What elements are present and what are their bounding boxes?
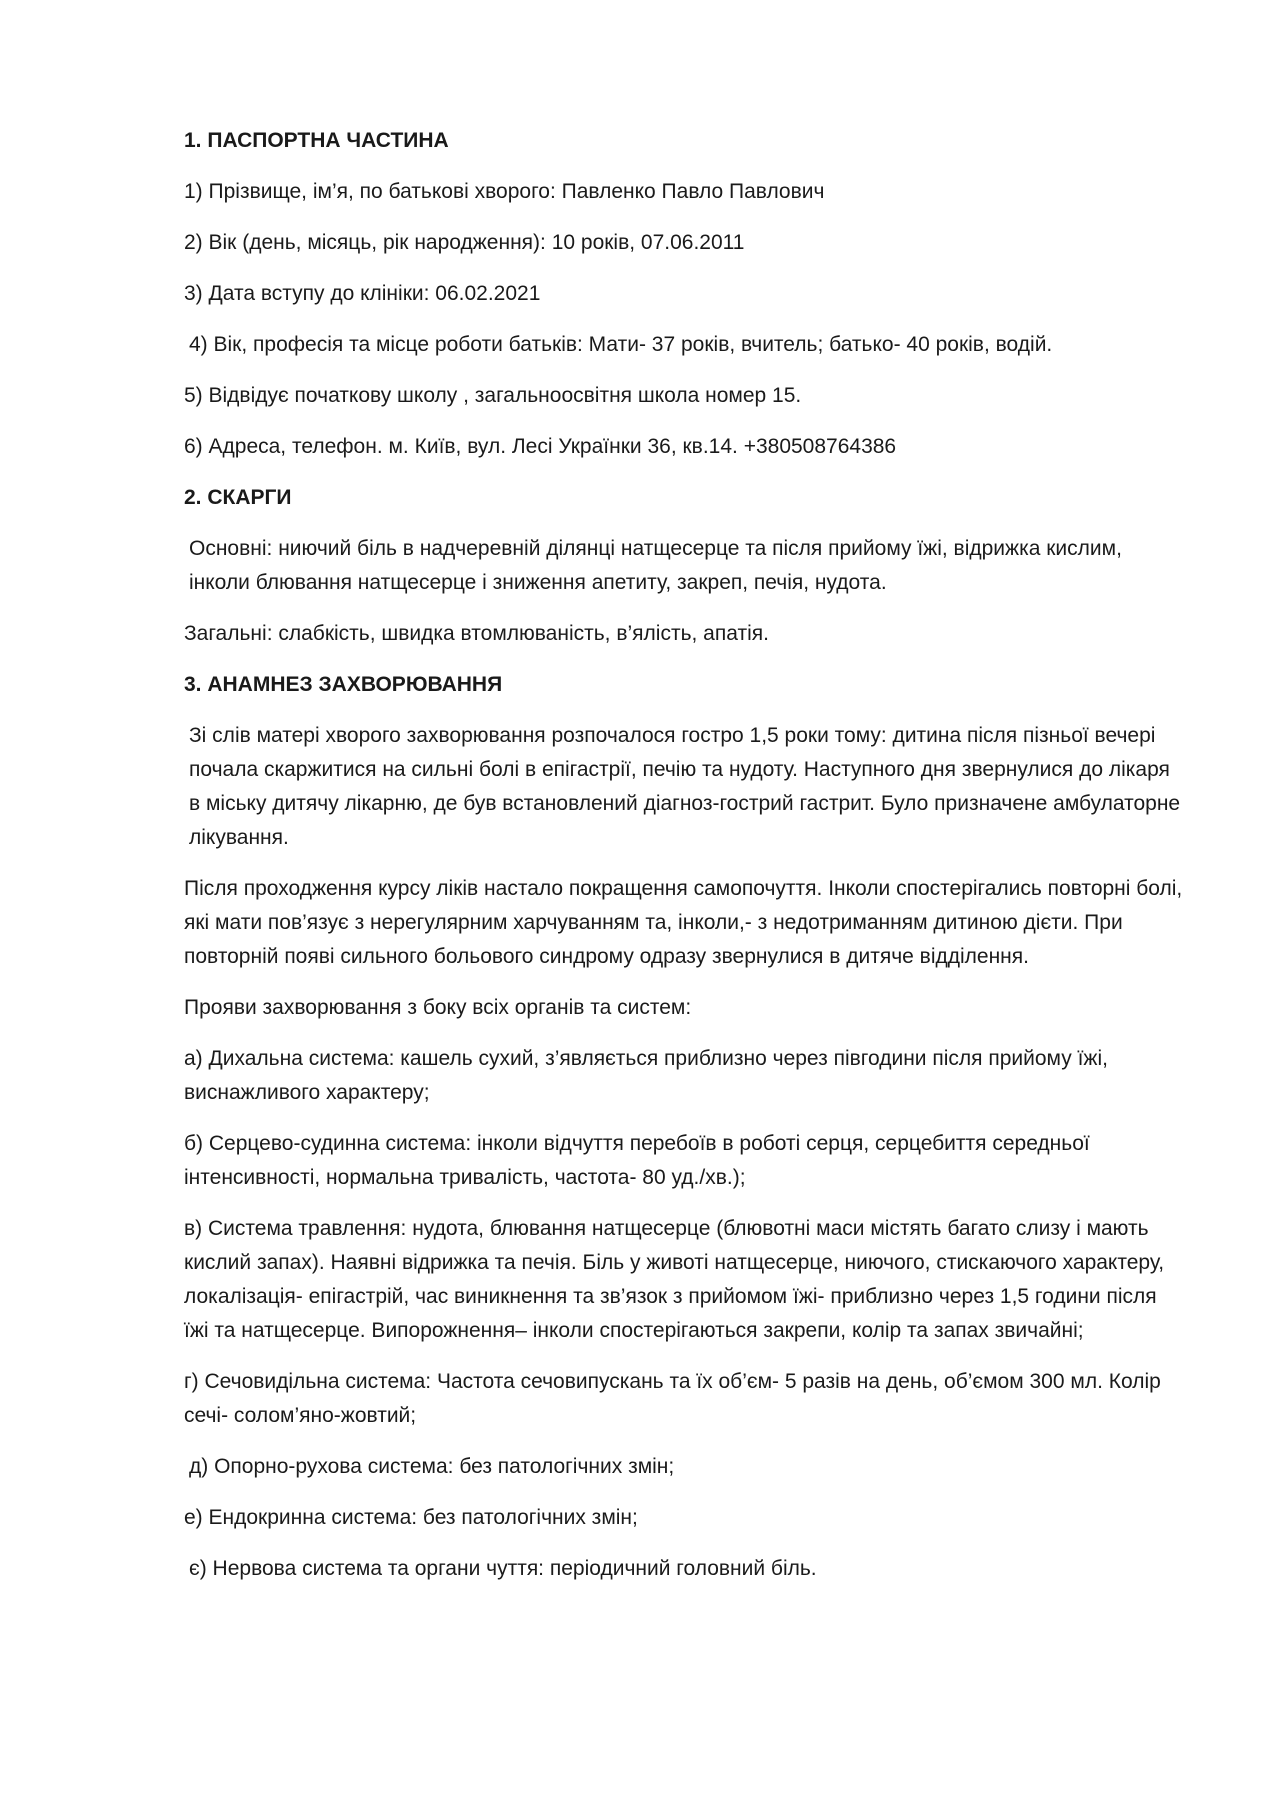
anamnesis-paragraph-2: Після проходження курсу ліків настало покращення самопочуття. Інколи спостерігались повторні болі, які мати пов’язує з нерегулярним харчуванням та, інколи,- з недотриманням дитиною дієти. При повторній появі сильного больового синдрому одразу звернулися в дитяче відділення. — [184, 877, 1183, 968]
section-heading-complaints: 2. СКАРГИ — [184, 486, 292, 509]
section-heading-anamnesis: 3. АНАМНЕЗ ЗАХВОРЮВАННЯ — [184, 673, 503, 696]
system-digestive: в) Система травлення: нудота, блювання натщесерце (блювотні маси містять багато слизу і мають кислий запах). Наявні відрижка та печія. Біль у животі натщесерце, ниючого, стискаючого характеру, локалізація- епігастрій, час виникнення та зв’язок з прийомом їжі- приблизно через 1,5 години після їжі та натщесерце. Випорожнення– інколи спостерігаються закрепи, колір та запах звичайні; — [184, 1217, 1165, 1342]
system-respiratory: а) Дихальна система: кашель сухий, з’являється приблизно через півгодини після прийому їжі, виснажливого характеру; — [184, 1047, 1108, 1104]
passport-line-name: 1) Прізвище, ім’я, по батькові хворого: Павленко Павло Павлович — [184, 180, 825, 203]
system-urinary: г) Сечовидільна система: Частота сечовипускань та їх об’єм- 5 разів на день, об’ємом 300 мл. Колір сечі- солом’яно-жовтий; — [184, 1370, 1161, 1427]
system-nervous: є) Нервова система та органи чуття: періодичний головний біль. — [189, 1557, 817, 1580]
anamnesis-paragraph-3: Прояви захворювання з боку всіх органів та систем: — [184, 996, 692, 1019]
passport-line-age: 2) Вік (день, місяць, рік народження): 10 років, 07.06.2011 — [184, 231, 745, 254]
passport-line-address: 6) Адреса, телефон. м. Київ, вул. Лесі Українки 36, кв.14. +380508764386 — [184, 435, 897, 458]
section-heading-passport: 1. ПАСПОРТНА ЧАСТИНА — [184, 129, 449, 152]
passport-line-admission-date: 3) Дата вступу до клініки: 06.02.2021 — [184, 282, 541, 305]
passport-line-school: 5) Відвідує початкову школу , загальноосвітня школа номер 15. — [184, 384, 802, 407]
complaints-main: Основні: ниючий біль в надчеревній ділянці натщесерце та після прийому їжі, відрижка кислим, інколи блювання натщесерце і зниження апетиту, закреп, печія, нудота. — [189, 537, 1122, 594]
passport-line-parents: 4) Вік, професія та місце роботи батьків: Мати- 37 років, вчитель; батько- 40 років, водій. — [189, 333, 1053, 356]
system-endocrine: е) Ендокринна система: без патологічних змін; — [184, 1506, 638, 1529]
anamnesis-paragraph-1: Зі слів матері хворого захворювання розпочалося гостро 1,5 роки тому: дитина після пізньої вечері почала скаржитися на сильні болі в епігастрії, печію та нудоту. Наступного дня звернулися до лікаря в міську дитячу лікарню, де був встановлений діагноз-гострий гастрит. Було призначене амбулаторне лікування. — [189, 724, 1181, 849]
complaints-general: Загальні: слабкість, швидка втомлюваність, в’ялість, апатія. — [184, 622, 769, 645]
system-cardiovascular: б) Серцево-судинна система: інколи відчуття перебоїв в роботі серця, серцебиття середньої інтенсивності, нормальна тривалість, частота- 80 уд./хв.); — [184, 1132, 1090, 1189]
system-musculoskeletal: д) Опорно-рухова система: без патологічних змін; — [189, 1455, 675, 1478]
document-page — [184, 124, 1184, 1603]
